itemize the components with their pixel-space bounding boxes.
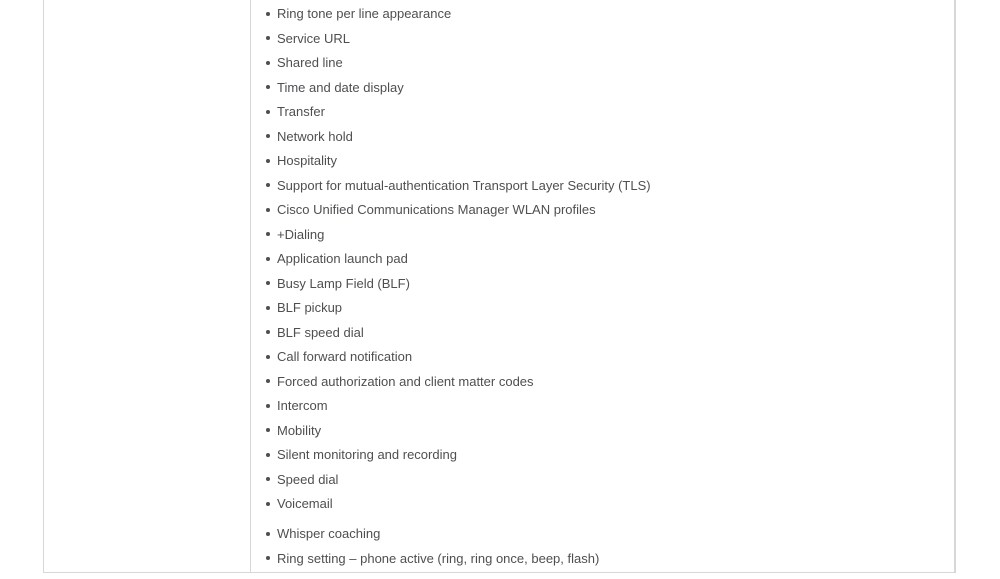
- feature-label: +Dialing: [277, 226, 325, 242]
- feature-label: Shared line: [277, 55, 343, 70]
- bullet-icon: [266, 183, 270, 187]
- feature-list-item: [251, 228, 954, 241]
- bullet-icon: [266, 134, 270, 138]
- features-list-primary: [251, 7, 954, 510]
- feature-label: Service URL: [277, 30, 350, 46]
- bullet-icon: [266, 85, 270, 89]
- feature-label: Support for mutual-authentication Transport Layer Security (TLS): [277, 177, 651, 193]
- bullet-icon: [266, 61, 270, 65]
- bullet-icon: [266, 355, 270, 359]
- feature-list-item: [251, 130, 954, 143]
- bullet-icon: [266, 532, 270, 536]
- feature-label: Transfer: [277, 104, 325, 119]
- bullet-icon: [266, 257, 270, 261]
- feature-list-item: [251, 527, 954, 540]
- feature-list-item: [251, 424, 954, 437]
- feature-list-item: [251, 326, 954, 339]
- feature-list-item: [251, 81, 954, 94]
- bullet-icon: [266, 159, 270, 163]
- features-table: [43, 0, 956, 573]
- feature-label: Silent monitoring and recording: [277, 447, 457, 462]
- feature-list-item: [251, 552, 954, 565]
- feature-list-item: [251, 179, 954, 192]
- table-cell-empty: [44, 0, 251, 572]
- feature-list-item: [251, 473, 954, 486]
- bullet-icon: [266, 306, 270, 310]
- feature-list-item: [251, 497, 954, 510]
- features-list-secondary: [251, 527, 954, 565]
- bullet-icon: [266, 110, 270, 114]
- feature-label: BLF pickup: [277, 300, 343, 315]
- bullet-icon: [266, 453, 270, 457]
- bullet-icon: [266, 477, 270, 481]
- feature-list-item: [251, 350, 954, 363]
- feature-label: Hospitality: [277, 153, 337, 168]
- feature-list-item: [251, 32, 954, 45]
- feature-list-item: [251, 399, 954, 412]
- bullet-icon: [266, 556, 270, 560]
- bullet-icon: [266, 330, 270, 334]
- feature-list-item: [251, 252, 954, 265]
- table-cell-features: [251, 0, 954, 572]
- bullet-icon: [266, 281, 270, 285]
- feature-label: Call forward notification: [277, 349, 413, 364]
- feature-label: Voicemail: [277, 496, 333, 511]
- feature-label: Ring tone per line appearance: [277, 6, 452, 21]
- bullet-icon: [266, 428, 270, 432]
- feature-label: Mobility: [277, 422, 322, 438]
- bullet-icon: [266, 36, 270, 40]
- feature-label: BLF speed dial: [277, 324, 364, 340]
- feature-label: Intercom: [277, 398, 328, 413]
- feature-label: Application launch pad: [277, 251, 408, 266]
- feature-list-item: [251, 105, 954, 118]
- feature-list-item: [251, 301, 954, 314]
- feature-list-item: [251, 154, 954, 167]
- feature-list-item: [251, 277, 954, 290]
- feature-list-item: [251, 375, 954, 388]
- feature-list-item: [251, 203, 954, 216]
- feature-label: Time and date display: [277, 79, 404, 95]
- feature-label: Forced authorization and client matter codes: [277, 373, 534, 389]
- feature-label: Cisco Unified Communications Manager WLAN profiles: [277, 202, 596, 217]
- feature-list-item: [251, 7, 954, 20]
- bullet-icon: [266, 502, 270, 506]
- bullet-icon: [266, 404, 270, 408]
- feature-label: Whisper coaching: [277, 526, 381, 541]
- feature-label: Busy Lamp Field (BLF): [277, 275, 410, 291]
- bullet-icon: [266, 232, 270, 236]
- bullet-icon: [266, 208, 270, 212]
- feature-label: Speed dial: [277, 471, 339, 487]
- bullet-icon: [266, 379, 270, 383]
- feature-list-item: [251, 56, 954, 69]
- feature-label: Ring setting – phone active (ring, ring once, beep, flash): [277, 550, 600, 566]
- bullet-icon: [266, 12, 270, 16]
- feature-label: Network hold: [277, 128, 353, 144]
- feature-list-item: [251, 448, 954, 461]
